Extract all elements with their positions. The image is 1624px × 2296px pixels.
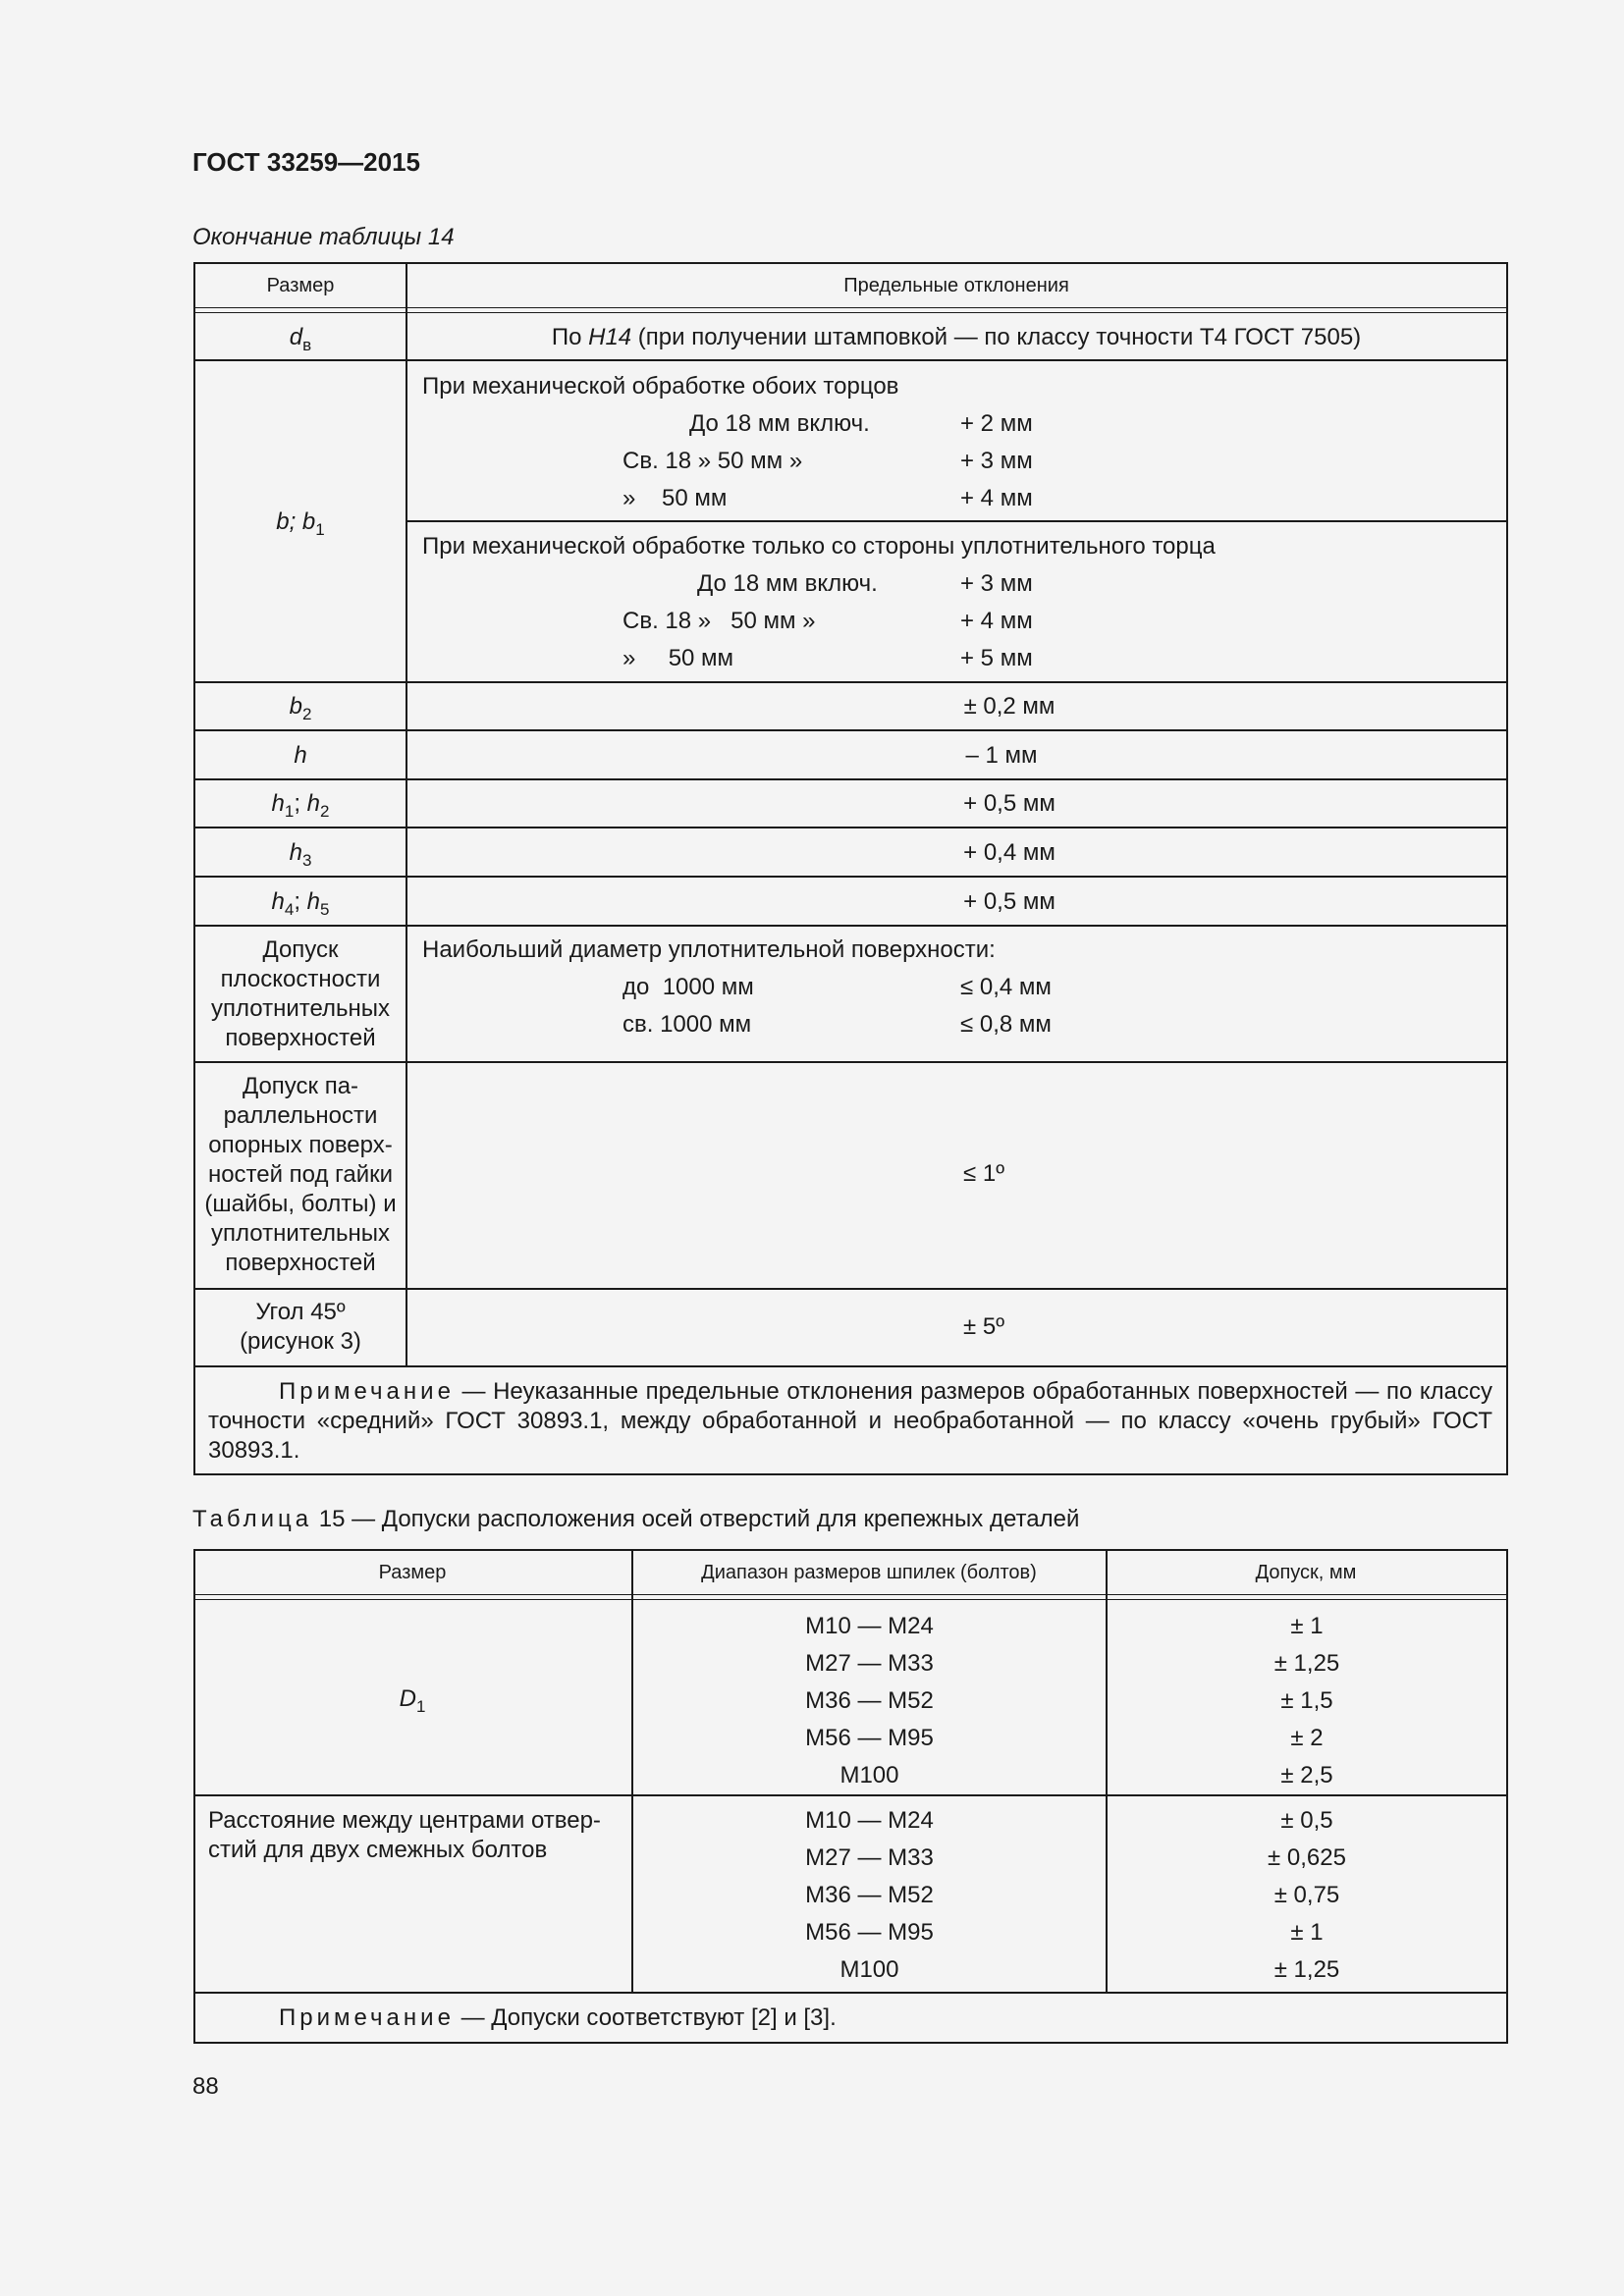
row-line xyxy=(193,1061,1508,1063)
table15-header-tolerance: Допуск, мм xyxy=(1255,1562,1357,1583)
row-line xyxy=(193,681,1508,683)
d1-ranges: М10 — М24 М27 — М33 М36 — М52 М56 — М95 М100 xyxy=(805,1613,934,1789)
table14-header-size: Размер xyxy=(266,275,335,296)
b-group2-value: + 3 мм xyxy=(960,570,1033,597)
bolt-spacing-ranges: М10 — М24 М27 — М33 М36 — М52 М56 — М95 М100 xyxy=(805,1807,934,1983)
row-line xyxy=(193,876,1508,878)
row-line xyxy=(193,1992,1508,1994)
b-group2-range: Св. 18 » 50 мм » xyxy=(623,608,816,634)
table14-note: Примечание — Неуказанные предельные отклонения размеров обработанных поверхностей — по классу точности «средний» ГОСТ 30893.1, между обработанной и необработанной — по классу «очень грубый» ГОСТ 30893.1. xyxy=(208,1378,1492,1464)
row-line xyxy=(193,827,1508,828)
b-group2-value: + 5 мм xyxy=(960,645,1033,671)
b-group1-range: » 50 мм xyxy=(623,485,728,511)
table15-header-line-double xyxy=(193,1599,1508,1600)
flatness-title: Наибольший диаметр уплотнительной поверхности: xyxy=(422,936,996,963)
b-group2-range: До 18 мм включ. xyxy=(697,570,878,597)
b-group2-range: » 50 мм xyxy=(623,645,734,671)
parallelism-value: ≤ 1º xyxy=(963,1160,1004,1187)
h3-symbol: $h_3$ xyxy=(289,839,312,870)
table14-frame xyxy=(193,262,1508,1475)
b-group1-range: До 18 мм включ. xyxy=(689,410,870,437)
row-line xyxy=(193,925,1508,927)
b-group1-value: + 2 мм xyxy=(960,410,1033,437)
table14-header-line xyxy=(193,307,1508,308)
table14-caption: Окончание таблицы 14 xyxy=(192,224,455,250)
d1-tolerances: ± 1 ± 1,25 ± 1,5 ± 2 ± 2,5 xyxy=(1273,1613,1340,1789)
table15-header-range: Диапазон размеров шпилек (болтов) xyxy=(701,1562,1037,1583)
bolt-spacing-label: Расстояние между центрами отвер- стий для двух смежных болтов xyxy=(208,1807,601,1863)
row-line xyxy=(193,1288,1508,1290)
b-group2-value: + 4 мм xyxy=(960,608,1033,634)
flatness-range: до 1000 мм xyxy=(623,974,754,1000)
table14-column-divider xyxy=(406,262,407,1365)
angle-label: Угол 45º (рисунок 3) xyxy=(240,1299,361,1355)
table15-header-size: Размер xyxy=(378,1562,447,1583)
page-number: 88 xyxy=(192,2073,219,2100)
flatness-range: св. 1000 мм xyxy=(623,1011,752,1038)
b-b1-symbol: b; $b_1$ xyxy=(276,508,325,539)
flatness-label: Допуск плоскостности уплотнительных поверхностей xyxy=(210,936,391,1051)
b-group1-range: Св. 18 » 50 мм » xyxy=(623,448,803,474)
row-line xyxy=(193,1365,1508,1367)
document-title: ГОСТ 33259—2015 xyxy=(192,147,420,177)
flatness-value: ≤ 0,4 мм xyxy=(960,974,1052,1000)
h1-h2-value: + 0,5 мм xyxy=(963,790,1056,817)
dv-value: По H14 (при получении штамповкой — по классу точности Т4 ГОСТ 7505) xyxy=(551,324,1362,350)
b-group-divider xyxy=(406,520,1508,522)
row-line xyxy=(193,729,1508,731)
parallelism-label: Допуск па- раллельности опорных поверх- ностей под гайки (шайбы, болты) и уплотнительных поверхностей xyxy=(204,1073,397,1276)
b2-value: ± 0,2 мм xyxy=(963,693,1056,720)
row-line xyxy=(193,1794,1508,1796)
table15-caption: Таблица 15 — Допуски расположения осей отверстий для крепежных деталей xyxy=(192,1506,1080,1532)
b-group1-value: + 4 мм xyxy=(960,485,1033,511)
table14-header-line-double xyxy=(193,312,1508,313)
b-group1-value: + 3 мм xyxy=(960,448,1033,474)
dv-symbol: $d_в$ xyxy=(289,324,312,354)
table14-header-deviations: Предельные отклонения xyxy=(843,275,1069,296)
b2-symbol: $b_2$ xyxy=(289,693,312,723)
h1-h2-symbol: $h_1$; $h_2$ xyxy=(271,790,330,821)
row-line xyxy=(193,778,1508,780)
h3-value: + 0,4 мм xyxy=(963,839,1056,866)
h-value: – 1 мм xyxy=(965,742,1038,769)
h4-h5-value: + 0,5 мм xyxy=(963,888,1056,915)
bolt-spacing-tolerances: ± 0,5 ± 0,625 ± 0,75 ± 1 ± 1,25 xyxy=(1268,1807,1346,1983)
b-group1-title: При механической обработке обоих торцов xyxy=(422,373,899,400)
h-symbol: h xyxy=(294,742,307,769)
flatness-value: ≤ 0,8 мм xyxy=(960,1011,1052,1038)
table15-header-line xyxy=(193,1594,1508,1595)
b-group2-title: При механической обработке только со стороны уплотнительного торца xyxy=(422,533,1216,560)
d1-symbol: $D_1$ xyxy=(399,1685,426,1716)
h4-h5-symbol: $h_4$; $h_5$ xyxy=(271,888,330,919)
angle-value: ± 5º xyxy=(963,1313,1004,1340)
row-line xyxy=(193,359,1508,361)
table15-note: Примечание — Допуски соответствуют [2] и [3]. xyxy=(279,2004,837,2031)
